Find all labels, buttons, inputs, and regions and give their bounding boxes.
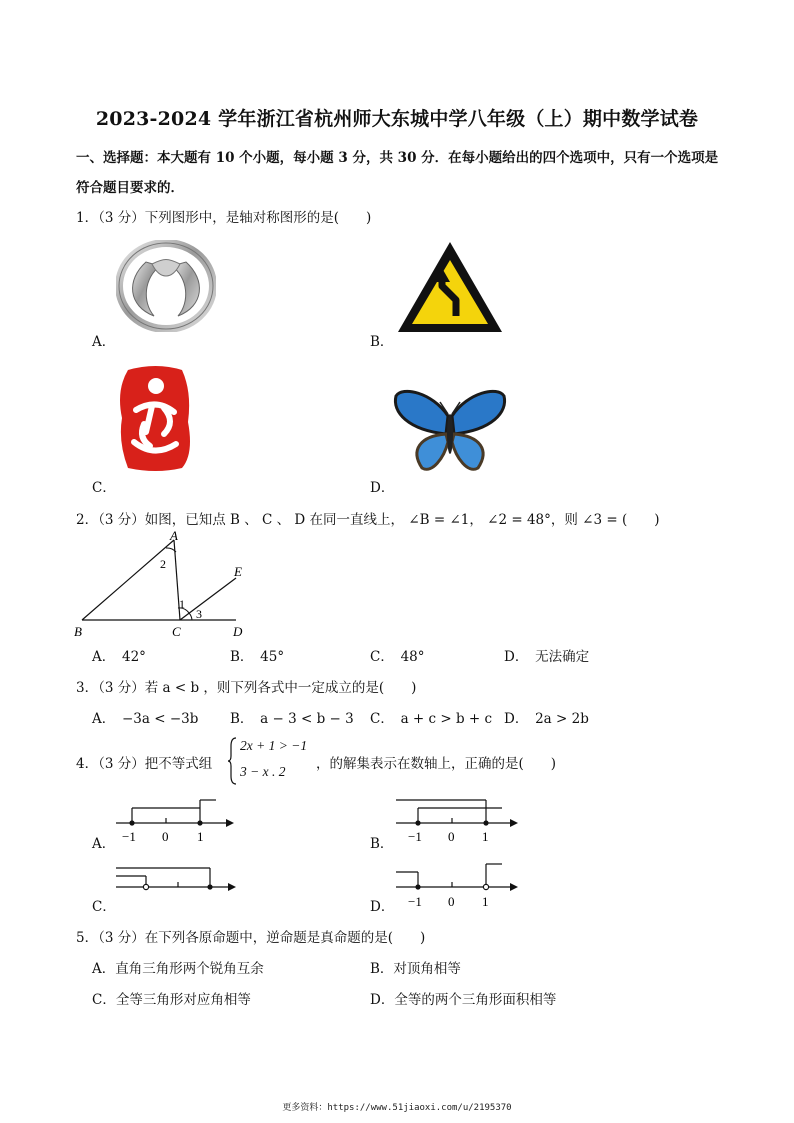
q5-option-a: A．直角三角形两个锐角互余 bbox=[92, 961, 264, 977]
angle-1-label: 1 bbox=[179, 597, 185, 611]
q5-option-d: D．全等的两个三角形面积相等 bbox=[370, 992, 557, 1008]
point-d-label: D bbox=[233, 624, 243, 639]
inequality-2: 3 − x . 2 bbox=[240, 764, 286, 779]
q1-option-d-label: D． bbox=[370, 480, 395, 496]
tick-label-0: 0 bbox=[162, 829, 169, 844]
tick-label-0: 0 bbox=[448, 829, 455, 844]
q2-option-a: A． 42° bbox=[92, 649, 146, 665]
question-1-stem: 1．（3 分）下列图形中，是轴对称图形的是( ) bbox=[76, 210, 372, 226]
q3-option-d: D． 2a > 2b bbox=[504, 711, 589, 727]
option-b-warning-sign-image bbox=[394, 238, 506, 336]
tick-label-0: 0 bbox=[448, 894, 455, 909]
option-a-logo-image bbox=[116, 240, 216, 332]
page-title: 2023-2024 学年浙江省杭州师大东城中学八年级（上）期中数学试卷 bbox=[95, 108, 699, 130]
q2-option-b: B． 45° bbox=[230, 649, 285, 665]
number-line-option-c bbox=[112, 862, 238, 912]
tick-label-1: 1 bbox=[482, 894, 489, 909]
angle-3-label: 3 bbox=[196, 607, 202, 621]
q3-option-c: C． a + c > b + c bbox=[370, 711, 493, 727]
question-2-stem: 2．（3 分）如图，已知点 B 、 C 、 D 在同一直线上， ∠B = ∠1， ∠2 = 48°，则 ∠3 = ( ) bbox=[76, 512, 660, 528]
inequality-1: 2x + 1 > −1 bbox=[240, 738, 308, 753]
section-heading-line1: 一、选择题：本大题有 10 个小题，每小题 3 分，共 30 分．在每小题给出的四个选项中，只有一个选项是 bbox=[76, 150, 719, 166]
q4-option-c-label: C． bbox=[92, 899, 116, 915]
q5-option-c: C．全等三角形对应角相等 bbox=[92, 992, 251, 1008]
point-c-label: C bbox=[172, 624, 181, 639]
q3-option-b: B． a − 3 < b − 3 bbox=[230, 711, 354, 727]
q1-option-b-label: B． bbox=[370, 334, 394, 350]
point-e-label: E bbox=[234, 564, 242, 579]
question-4-stem-start: 4．（3 分）把不等式组 bbox=[76, 756, 213, 772]
tick-label-neg1: −1 bbox=[408, 894, 422, 909]
option-c-seal-image bbox=[116, 362, 194, 474]
question-3-stem: 3．（3 分）若 a < b ，则下列各式中一定成立的是( ) bbox=[76, 680, 417, 696]
tick-label-neg1: −1 bbox=[408, 829, 422, 844]
q4-option-a-label: A． bbox=[92, 836, 116, 852]
q1-option-a-label: A． bbox=[92, 334, 116, 350]
tick-label-neg1: −1 bbox=[122, 829, 136, 844]
q2-geometry-figure bbox=[70, 528, 260, 644]
question-5-stem: 5．（3 分）在下列各原命题中，逆命题是真命题的是( ) bbox=[76, 930, 426, 946]
option-d-butterfly-image bbox=[392, 386, 508, 476]
point-b-label: B bbox=[74, 624, 82, 639]
q2-option-c: C． 48° bbox=[370, 649, 425, 665]
footer-link[interactable]: 更多资料：https://www.51jiaoxi.com/u/2195370 bbox=[282, 1103, 512, 1113]
q2-option-d: D． 无法确定 bbox=[504, 649, 590, 665]
question-4-stem-end: ，的解集表示在数轴上，正确的是( ) bbox=[316, 756, 557, 772]
q4-option-b-label: B． bbox=[370, 836, 394, 852]
number-line-option-d bbox=[392, 860, 522, 912]
section-heading-line2: 符合题目要求的． bbox=[76, 180, 184, 196]
number-line-option-b bbox=[392, 796, 522, 846]
tick-label-1: 1 bbox=[197, 829, 204, 844]
q5-option-b: B．对顶角相等 bbox=[370, 961, 461, 977]
q1-option-c-label: C． bbox=[92, 480, 116, 496]
q4-option-d-label: D． bbox=[370, 899, 395, 915]
angle-2-label: 2 bbox=[160, 557, 166, 571]
tick-label-1: 1 bbox=[482, 829, 489, 844]
system-brace bbox=[228, 736, 238, 786]
point-a-label: A bbox=[170, 528, 178, 543]
q3-option-a: A． −3a < −3b bbox=[92, 711, 199, 727]
number-line-option-a bbox=[112, 796, 236, 846]
